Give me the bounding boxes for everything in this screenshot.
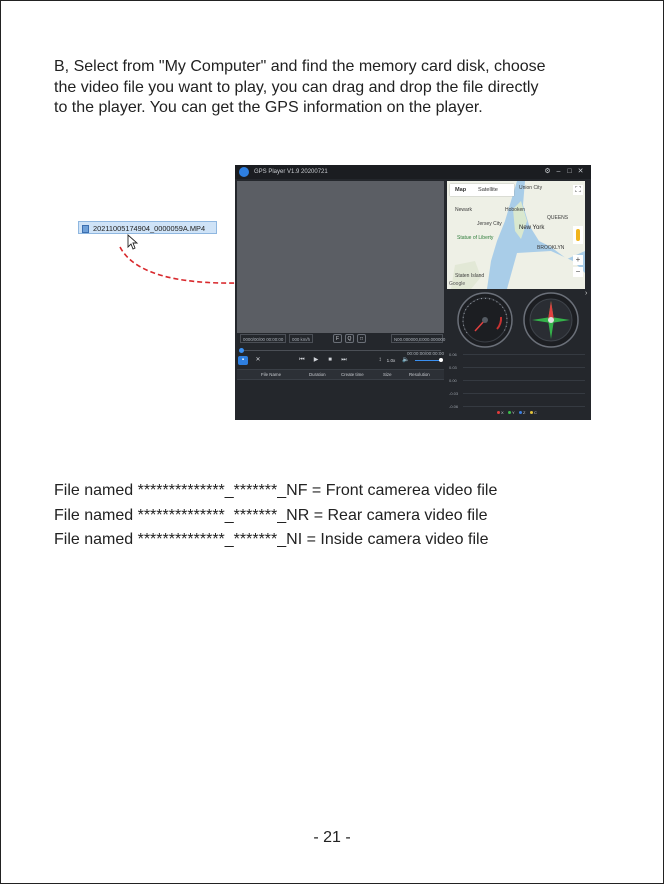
col-file-name[interactable]: File Name — [261, 372, 282, 377]
map-provider-logo: Google — [449, 281, 466, 287]
compass-gauge — [524, 293, 578, 347]
gps-player-window — [235, 165, 591, 420]
open-folder-icon[interactable]: ▪ — [238, 356, 248, 365]
graph-y-label: 0.00 — [449, 378, 457, 383]
video-drop-area[interactable] — [237, 181, 444, 333]
speedometer-gauge — [458, 293, 512, 347]
time-readout: 00:00:00/00:00:00 — [406, 351, 444, 356]
close-icon[interactable]: ✕ — [577, 168, 584, 175]
datetime-readout: 0000/00/00 00:00:00 — [240, 334, 286, 343]
graph-y-label: -0.06 — [449, 404, 459, 409]
intro-line-2: the video file you want to play, you can drag and drop the file directly — [54, 78, 539, 96]
previous-icon[interactable]: ⏮ — [299, 357, 305, 363]
map-label-liberty: Statue of Liberty — [457, 235, 494, 241]
front-camera-button[interactable]: F — [333, 334, 342, 343]
playback-controls — [237, 355, 444, 367]
note-front-camera: File named **************_*******_NF = Front camerea video file — [54, 482, 498, 499]
app-title: GPS Player V1.9 20200721 — [254, 169, 328, 175]
graph-legend-y: Y — [508, 410, 515, 415]
map-label-new-york: New York — [519, 225, 545, 231]
progress-knob[interactable] — [239, 348, 244, 353]
graph-y-label: -0.03 — [449, 391, 459, 396]
map-label-hoboken: Hoboken — [505, 207, 526, 213]
volume-knob[interactable] — [439, 358, 443, 362]
map-label-staten-island: Staten Island — [455, 273, 485, 279]
speed-readout: 000 km/h — [289, 334, 313, 343]
intro-line-3: to the player. You can get the GPS information on the player. — [54, 99, 483, 116]
page-number: - 21 - — [313, 829, 351, 846]
graph-legend-z: Z — [519, 410, 525, 415]
gauge-area — [447, 291, 585, 349]
graph-gridline — [463, 367, 585, 368]
coordinates-readout: N00.000000,E000.000000 — [391, 334, 443, 343]
map-label-queens: QUEENS — [547, 215, 569, 221]
graph-legend-x: X — [497, 410, 504, 415]
col-size[interactable]: Size — [383, 372, 392, 377]
minimize-icon[interactable]: – — [556, 168, 561, 175]
intro-paragraph — [54, 57, 624, 119]
map-fullscreen-icon[interactable]: ⛶ — [573, 185, 583, 195]
tab-satellite[interactable]: Satellite — [478, 187, 498, 193]
next-icon[interactable]: ⏭ — [341, 357, 347, 363]
graph-gridline — [463, 406, 585, 407]
video-file-icon — [82, 225, 89, 233]
rate-stepper-icon[interactable]: ↕ — [378, 357, 382, 363]
info-bar — [237, 333, 444, 345]
graph-y-label: 0.06 — [449, 352, 457, 357]
note-inside-camera: File named **************_*******_NI = Inside camera video file — [54, 531, 489, 548]
gsensor-graph — [447, 351, 587, 417]
file-list-header — [237, 369, 444, 380]
fullscreen-button[interactable]: □ — [357, 334, 366, 343]
graph-gridline — [463, 380, 585, 381]
map-type-tabs — [450, 184, 514, 196]
note-rear-camera: File named **************_*******_NR = Rear camera video file — [54, 506, 488, 524]
search-button[interactable]: Q — [345, 334, 354, 343]
col-resolution[interactable]: Resolution — [409, 372, 430, 377]
app-logo-icon — [239, 167, 249, 177]
video-file-item[interactable] — [78, 221, 217, 234]
map-label-newark: Newark — [455, 207, 472, 213]
playback-rate[interactable]: 1.0x — [386, 358, 396, 363]
map-panel[interactable] — [447, 181, 585, 289]
video-file-name: 20211005174904_0000059A.MP4 — [93, 224, 206, 233]
graph-legend-c: C — [530, 410, 537, 415]
map-label-jersey-city: Jersey City — [477, 221, 502, 227]
stop-icon[interactable]: ■ — [328, 357, 332, 363]
graph-gridline — [463, 393, 585, 394]
file-naming-notes — [54, 479, 497, 553]
play-icon[interactable]: ▶ — [313, 357, 319, 363]
zoom-out-button[interactable]: − — [573, 267, 583, 277]
street-view-pegman-icon[interactable] — [573, 226, 583, 244]
settings-icon[interactable]: ⚙ — [544, 168, 551, 175]
title-bar — [235, 165, 591, 179]
col-duration[interactable]: Duration — [309, 372, 326, 377]
graph-gridline — [463, 354, 585, 355]
volume-slider[interactable] — [415, 360, 441, 361]
delete-icon[interactable]: ✕ — [255, 357, 261, 363]
chevron-right-icon[interactable]: › — [585, 290, 588, 297]
tab-map[interactable]: Map — [455, 187, 467, 193]
map-label-union-city: Union City — [519, 185, 543, 191]
volume-icon[interactable]: 🔈 — [402, 357, 410, 363]
map-label-brooklyn: BROOKLYN — [537, 245, 565, 251]
intro-line-1: B, Select from "My Computer" and find the memory card disk, choose — [54, 58, 546, 75]
col-create-time[interactable]: Create time — [341, 372, 364, 377]
graph-y-label: 0.03 — [449, 365, 457, 370]
maximize-icon[interactable]: □ — [567, 168, 572, 175]
zoom-in-button[interactable]: + — [573, 255, 583, 265]
